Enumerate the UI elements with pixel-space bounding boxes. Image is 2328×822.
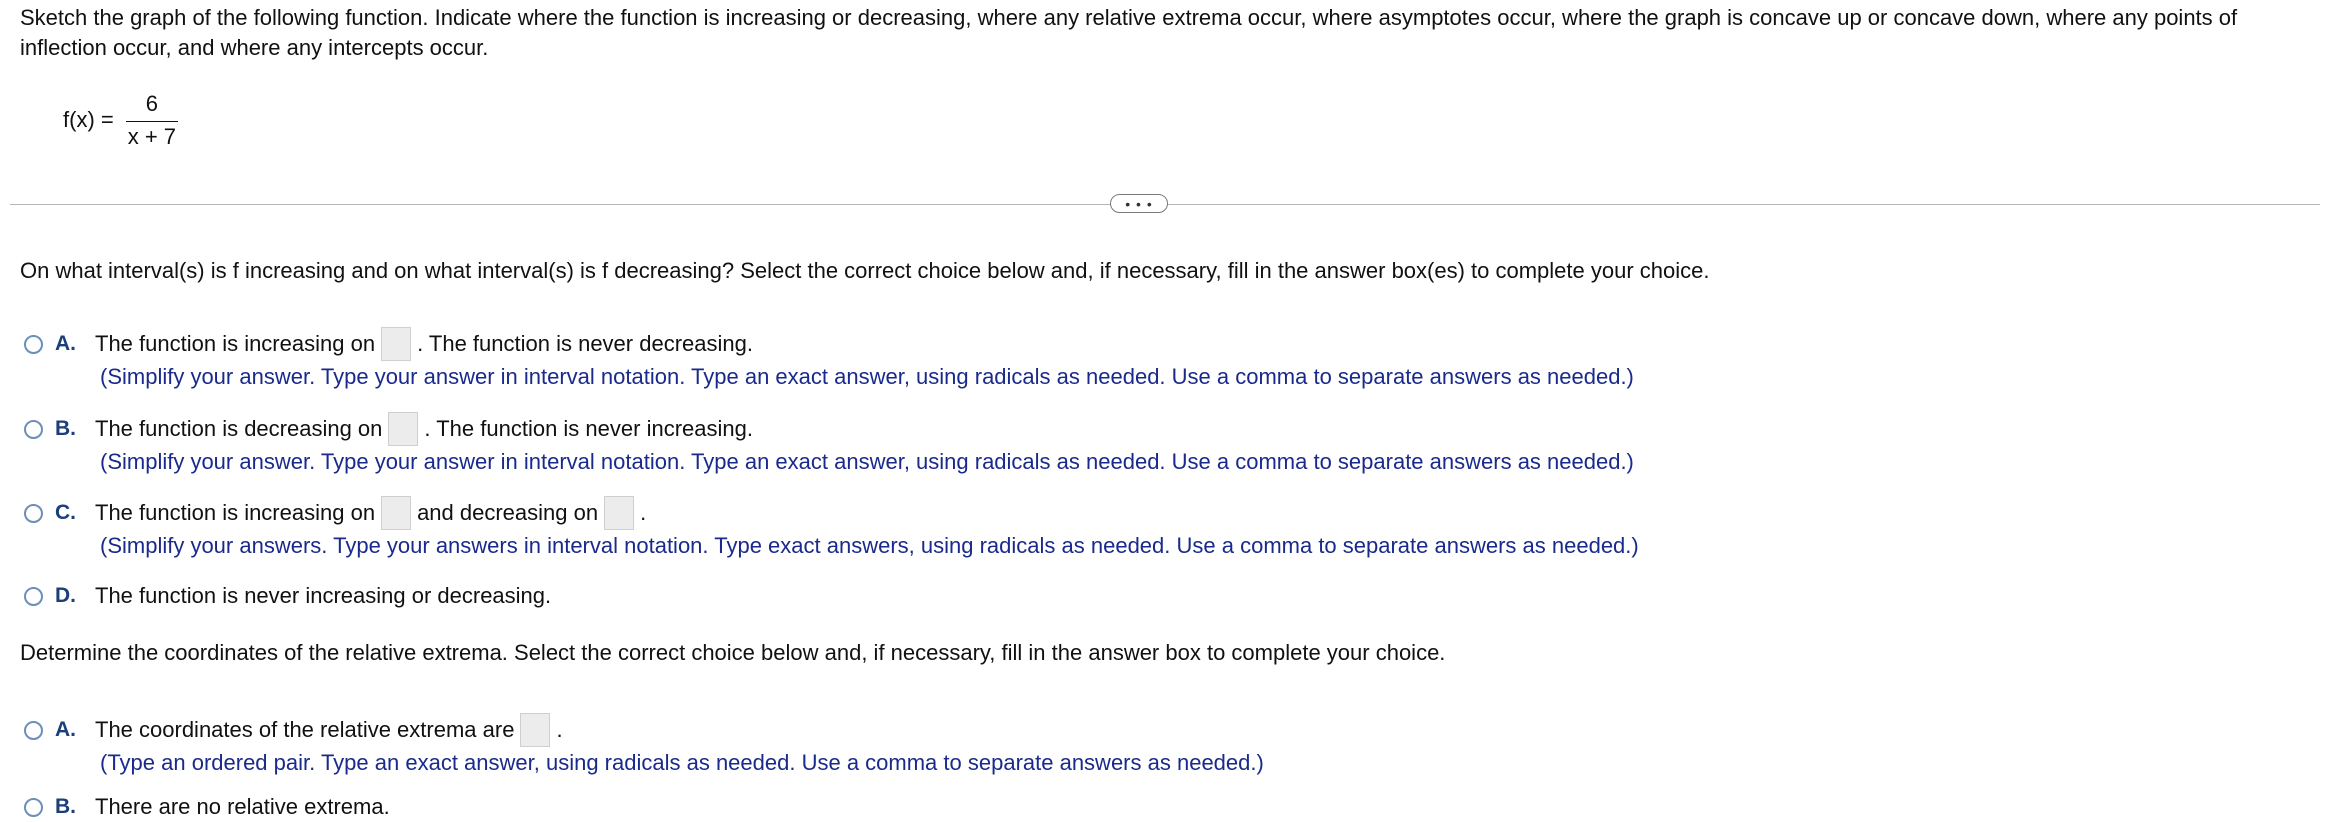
option-letter: B. — [55, 795, 76, 818]
answer-input-box[interactable] — [520, 713, 550, 747]
radio-button[interactable] — [24, 335, 43, 354]
option-letter: A. — [55, 718, 76, 741]
question-1-prompt: On what interval(s) is f increasing and on what interval(s) is f decreasing? Select the correct choice below and, if necessary, fill in the answer box(es) to complete your choice. — [20, 258, 1710, 283]
answer-input-box[interactable] — [381, 327, 411, 361]
fraction-bar — [126, 121, 178, 122]
option-hint: (Simplify your answer. Type your answer in interval notation. Type an exact answer, using radicals as needed. Use a comma to separate answers as needed.) — [100, 364, 1634, 389]
answer-input-box[interactable] — [388, 412, 418, 446]
answer-input-box[interactable] — [604, 496, 634, 530]
q1-option-d[interactable] — [24, 578, 2274, 614]
radio-button[interactable] — [24, 587, 43, 606]
fraction-denominator: x + 7 — [127, 123, 177, 149]
option-text: and decreasing on — [417, 500, 599, 525]
radio-button[interactable] — [24, 420, 43, 439]
q1-option-a[interactable] — [24, 326, 2274, 392]
radio-button[interactable] — [24, 798, 43, 817]
option-letter: C. — [55, 501, 76, 524]
option-letter: A. — [55, 332, 76, 355]
q1-option-c[interactable] — [24, 495, 2274, 561]
option-text: . The function is never increasing. — [424, 416, 753, 441]
function-lhs: f(x) = — [63, 107, 114, 132]
expand-more-button[interactable]: • • • — [1110, 194, 1168, 213]
option-text: The function is decreasing on — [95, 416, 383, 441]
fraction-numerator: 6 — [145, 90, 159, 116]
option-text: The function is never increasing or decreasing. — [95, 583, 552, 608]
option-hint: (Simplify your answer. Type your answer in interval notation. Type an exact answer, using radicals as needed. Use a comma to separate answers as needed.) — [100, 449, 1634, 474]
q1-option-b[interactable] — [24, 411, 2274, 477]
option-letter: D. — [55, 584, 76, 607]
option-letter: B. — [55, 417, 76, 440]
function-fraction — [122, 91, 182, 150]
option-hint: (Type an ordered pair. Type an exact answer, using radicals as needed. Use a comma to separate answers as needed.) — [100, 750, 1264, 775]
option-hint: (Simplify your answers. Type your answers in interval notation. Type exact answers, using radicals as needed. Use a comma to separate answers as needed.) — [100, 533, 1639, 558]
option-text: The coordinates of the relative extrema are — [95, 717, 515, 742]
q2-option-b[interactable] — [24, 792, 2274, 822]
answer-input-box[interactable] — [381, 496, 411, 530]
problem-instructions: Sketch the graph of the following function. Indicate where the function is increasing or decreasing, where any relative extrema occur, where asymptotes occur, where the graph is concave up or concave down, where any points of inflection occur, and where any intercepts occur. — [20, 5, 2238, 60]
option-text: The function is increasing on — [95, 331, 376, 356]
q2-option-a[interactable] — [24, 712, 2274, 778]
question-2-prompt: Determine the coordinates of the relative extrema. Select the correct choice below and, if necessary, fill in the answer box to complete your choice. — [20, 640, 1446, 665]
option-text: . — [556, 717, 563, 742]
option-text: . The function is never decreasing. — [417, 331, 753, 356]
option-text: The function is increasing on — [95, 500, 376, 525]
option-text: . — [640, 500, 647, 525]
option-text: There are no relative extrema. — [95, 794, 390, 819]
function-definition — [63, 85, 182, 155]
radio-button[interactable] — [24, 504, 43, 523]
radio-button[interactable] — [24, 721, 43, 740]
